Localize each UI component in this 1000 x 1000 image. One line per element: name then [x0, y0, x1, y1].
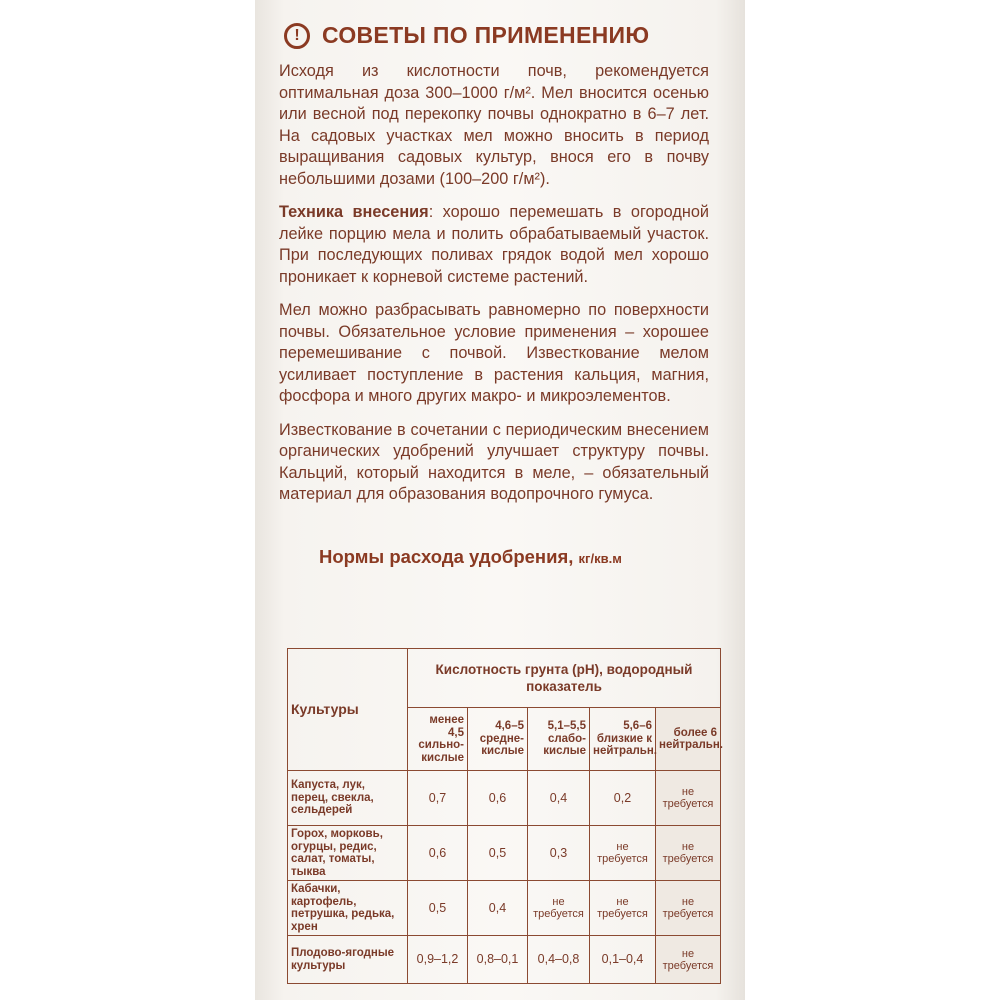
table-cell: 0,5: [408, 881, 468, 936]
paragraph-dosage: Исходя из кислотности почв, рекомендуется оптимальная доза 300–1000 г/м². Мел вносится осенью или весной под перекопку почвы однократно в 6–7 лет. На садовых участках мел можно вносить в период выращивания садовых культур, внося его в почву небольшими дозами (100–200 г/м²).: [279, 62, 709, 188]
table-cell: не требуется: [656, 936, 721, 984]
acidity-header: Кислотность грунта (рН), водородный показатель: [408, 649, 721, 708]
table-cell: не требуется: [656, 771, 721, 826]
section-title: СОВЕТЫ ПО ПРИМЕНЕНИЮ: [322, 22, 650, 48]
crops-header: Культуры: [288, 649, 408, 771]
table-cell: не требуется: [590, 826, 656, 881]
table-cell: 0,7: [408, 771, 468, 826]
table-cell: 0,1–0,4: [590, 936, 656, 984]
table-row: [288, 936, 721, 984]
table-row: [288, 881, 721, 936]
table-cell: не требуется: [528, 881, 590, 936]
table-cell: 0,6: [468, 771, 528, 826]
norms-title: Нормы расхода удобрения, кг/кв.м: [319, 545, 622, 567]
acidity-level: более 6 нейтральн.: [656, 708, 721, 771]
acidity-level: менее 4,5 сильно-кислые: [408, 708, 468, 771]
paragraph-structure: Известкование в сочетании с периодическим внесением органических удобрений улучшает структуру почвы. Кальций, который находится в меле, – обязательный материал для образования водопрочного гумуса.: [279, 420, 709, 503]
table-cell: 0,4: [468, 881, 528, 936]
acidity-level: 5,6–6 близкие к нейтральн.: [590, 708, 656, 771]
table-cell: 0,6: [408, 826, 468, 881]
section-header: [284, 22, 709, 49]
table-cell: не требуется: [656, 881, 721, 936]
crop-name: Кабачки, картофель, петрушка, редька, хрен: [288, 881, 408, 936]
table-cell: 0,4–0,8: [528, 936, 590, 984]
technique-label: Техника внесения: [279, 203, 429, 221]
usage-tips-section: [279, 22, 709, 568]
crop-name: Горох, морковь, огурцы, редис, салат, томаты, тыква: [288, 826, 408, 881]
product-package: [255, 0, 745, 1000]
table-cell: не требуется: [656, 826, 721, 881]
table-cell: 0,5: [468, 826, 528, 881]
paragraph-technique: [279, 202, 709, 288]
table-cell: 0,3: [528, 826, 590, 881]
table-row: [288, 826, 721, 881]
table-row: [288, 771, 721, 826]
table-cell: 0,4: [528, 771, 590, 826]
table-cell: 0,2: [590, 771, 656, 826]
table-cell: 0,9–1,2: [408, 936, 468, 984]
acidity-level: 5,1–5,5 слабо-кислые: [528, 708, 590, 771]
table-cell: не требуется: [590, 881, 656, 936]
acidity-level: 4,6–5 средне-кислые: [468, 708, 528, 771]
crop-name: Капуста, лук, перец, свекла, сельдерей: [288, 771, 408, 826]
norms-table: [287, 648, 721, 984]
paragraph-spreading: Мел можно разбрасывать равномерно по поверхности почвы. Обязательное условие применения – хорошее перемешивание с почвой. Известкование мелом усиливает поступление в растения кальция, магния, фосфора и много других макро- и микроэлементов.: [279, 301, 709, 405]
exclamation-circle-icon: !: [284, 23, 310, 49]
technique-text: : хорошо перемешать в огородной лейке порцию мела и полить обрабатываемый участок. При последующих поливах грядок водой мел хорошо проникает к корневой системе растений.: [279, 203, 710, 286]
norms-unit: кг/кв.м: [578, 550, 622, 566]
crop-name: Плодово-ягодные культуры: [288, 936, 408, 984]
table-header-row: [288, 649, 721, 708]
norms-title-text: Нормы расхода удобрения: [319, 545, 569, 567]
table-cell: 0,8–0,1: [468, 936, 528, 984]
